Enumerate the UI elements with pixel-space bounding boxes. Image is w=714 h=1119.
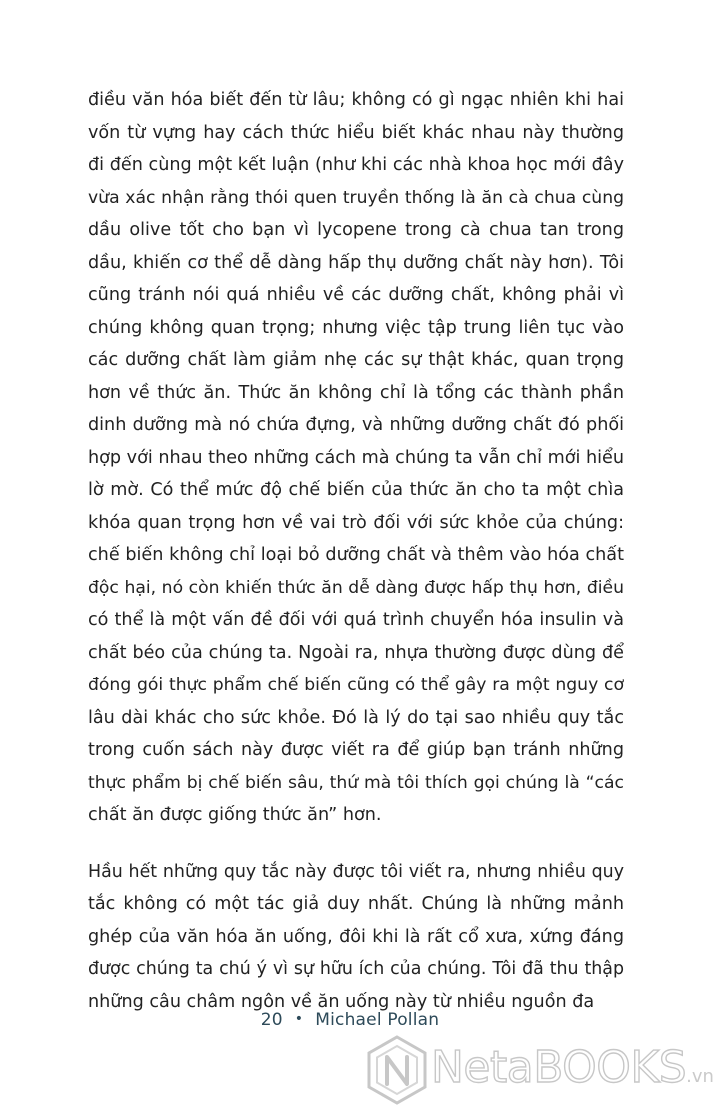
text-line: được chúng ta chú ý vì sự hữu ích của chúng. Tôi đã thu thập: [88, 959, 624, 979]
paragraph: [88, 856, 624, 1019]
text-line: những câu châm ngôn về ăn uống này từ nhiều nguồn đa: [88, 991, 595, 1012]
paragraph: [88, 84, 624, 832]
text-line: vốn từ vựng hay cách thức hiểu biết khác nhau này thường: [88, 122, 624, 143]
text-line: hợp với nhau theo những cách mà chúng ta vẫn chỉ mới hiểu: [88, 447, 624, 468]
watermark-brand: [431, 1038, 714, 1107]
text-line: dinh dưỡng mà nó chứa đựng, và những dưỡng chất đó phối: [88, 415, 624, 435]
text-line: khóa quan trọng hơn về vai trò đối với sức khỏe của chúng:: [88, 512, 624, 533]
text-line: chất béo của chúng ta. Ngoài ra, nhựa thường được dùng để: [88, 642, 624, 663]
text-line: thực phẩm bị chế biến sâu, thứ mà tôi thích gọi chúng là “các: [88, 772, 624, 793]
page-number: 20: [260, 1010, 283, 1030]
watermark-suffix: .vn: [686, 1066, 714, 1087]
body-text: [88, 84, 624, 1018]
text-line: chất ăn được giống thức ăn” hơn.: [88, 805, 382, 825]
text-line: trong cuốn sách này được viết ra để giúp bạn tránh những: [88, 740, 624, 760]
text-line: lờ mờ. Có thể mức độ chế biến của thức ăn cho ta một chìa: [88, 480, 624, 500]
running-author: Michael Pollan: [315, 1010, 440, 1030]
text-line: cũng tránh nói quá nhiều về các dưỡng chất, không phải vì: [88, 285, 624, 305]
footer-separator: •: [294, 1011, 304, 1027]
netabooks-logo-icon: [365, 1034, 429, 1106]
text-line: vừa xác nhận rằng thói quen truyền thống là ăn cà chua cùng: [88, 187, 624, 208]
text-line: Hầu hết những quy tắc này được tôi viết ra, nhưng nhiều quy: [88, 861, 624, 882]
text-line: có thể là một vấn đề đối với quá trình chuyển hóa insulin và: [88, 610, 624, 630]
text-line: dầu olive tốt cho bạn vì lycopene trong cà chua tan trong: [88, 220, 624, 240]
text-line: tắc không có một tác giả duy nhất. Chúng là những mảnh: [88, 894, 624, 914]
text-line: dầu, khiến cơ thể dễ dàng hấp thụ dưỡng chất này hơn). Tôi: [88, 252, 624, 273]
text-line: độc hại, nó còn khiến thức ăn dễ dàng được hấp thụ hơn, điều: [88, 577, 624, 598]
text-line: đi đến cùng một kết luận (như khi các nhà khoa học mới đây: [88, 155, 624, 175]
text-line: ghép của văn hóa ăn uống, đôi khi là rất cổ xưa, xứng đáng: [88, 926, 624, 947]
text-line: điều văn hóa biết đến từ lâu; không có gì ngạc nhiên khi hai: [88, 90, 624, 110]
watermark-brand-name: NetaBOOKS: [431, 1042, 687, 1093]
text-line: lâu dài khác cho sức khỏe. Đó là lý do tại sao nhiều quy tắc: [88, 707, 624, 728]
page-footer: [0, 1010, 700, 1030]
text-line: hơn về thức ăn. Thức ăn không chỉ là tổng các thành phần: [88, 382, 624, 403]
text-line: chúng không quan trọng; nhưng việc tập trung liên tục vào: [88, 317, 624, 338]
text-line: chế biến không chỉ loại bỏ dưỡng chất và thêm vào hóa chất: [88, 545, 624, 565]
watermark: [365, 1030, 714, 1110]
text-line: các dưỡng chất làm giảm nhẹ các sự thật khác, quan trọng: [88, 350, 624, 370]
text-line: đóng gói thực phẩm chế biến cũng có thể gây ra một nguy cơ: [88, 675, 624, 695]
